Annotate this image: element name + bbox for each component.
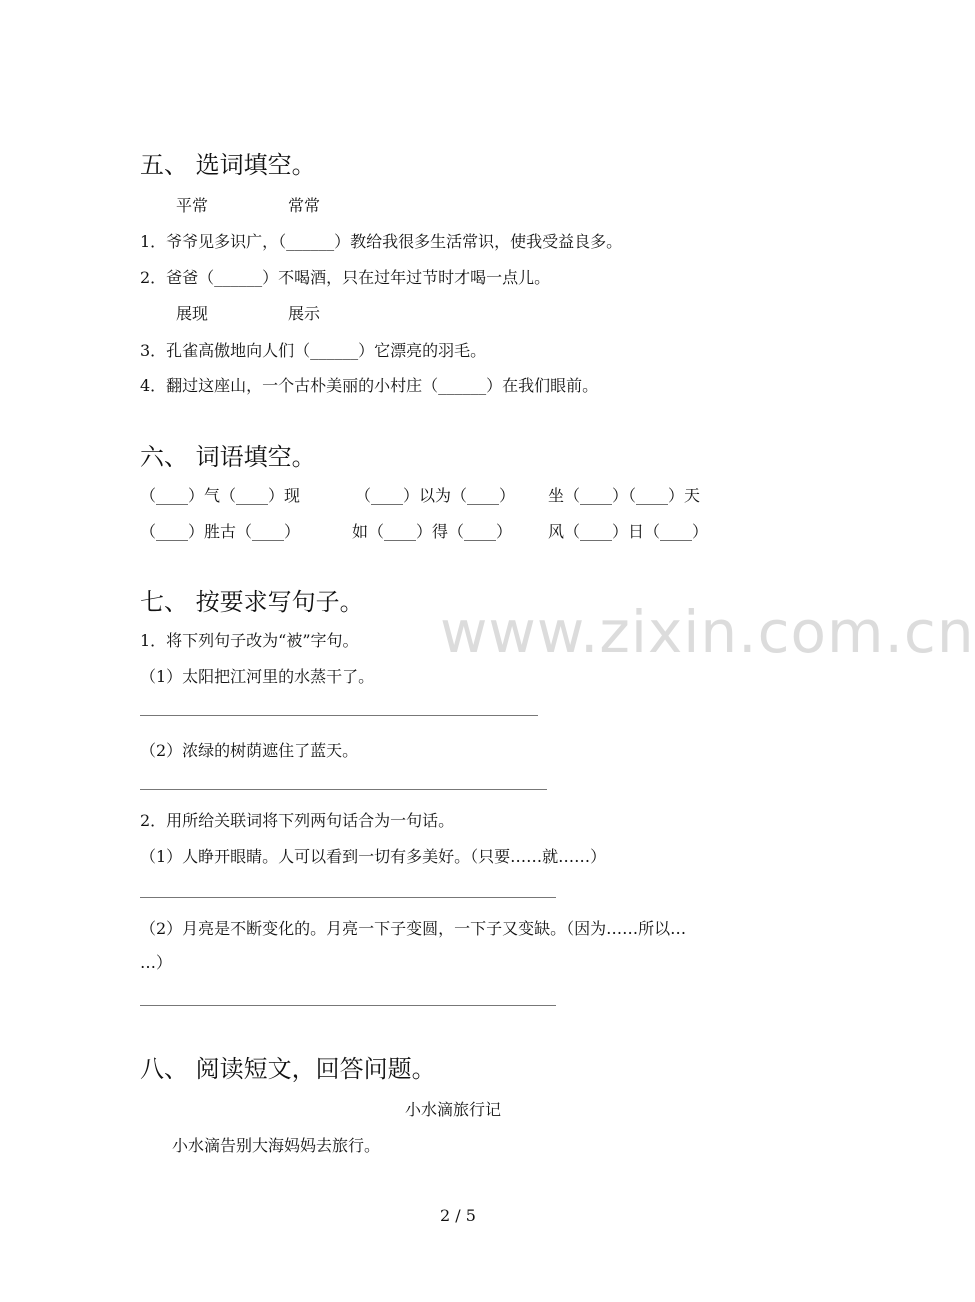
section-8-title: 八、 阅读短文，回答问题。: [140, 1055, 436, 1083]
page-number: 2 / 5: [440, 1206, 476, 1225]
task-2-sentence-2-cont: …）: [140, 953, 173, 972]
question-4: 4．翻过这座山，一个古朴美丽的小村庄（______）在我们眼前。: [140, 376, 599, 395]
question-1: 1．爷爷见多识广，（______）教给我很多生活常识，使我受益良多。: [140, 232, 623, 251]
task-2-sentence-1: （1）人睁开眼睛。人可以看到一切有多美好。（只要……就……）: [140, 847, 607, 866]
word-option: 展示: [288, 304, 321, 323]
answer-line[interactable]: [140, 789, 547, 790]
answer-line[interactable]: [140, 1005, 556, 1006]
idiom-blank: （____）以为（____）: [355, 486, 516, 505]
section-7-title: 七、 按要求写句子。: [140, 588, 364, 616]
section-5-title: 五、 选词填空。: [140, 151, 316, 179]
section-6-title: 六、 词语填空。: [140, 443, 316, 471]
task-1-sentence-1: （1）太阳把江河里的水蒸干了。: [140, 667, 375, 686]
task-1-sentence-2: （2）浓绿的树荫遮住了蓝天。: [140, 741, 359, 760]
question-3: 3．孔雀高傲地向人们（______）它漂亮的羽毛。: [140, 341, 487, 360]
word-option: 常常: [288, 196, 321, 215]
answer-line[interactable]: [140, 715, 538, 716]
idiom-blank: （____）胜古（____）: [140, 522, 301, 541]
question-2: 2．爸爸（______）不喝酒，只在过年过节时才喝一点儿。: [140, 268, 551, 287]
task-2-sentence-2: （2）月亮是不断变化的。月亮一下子变圆，一下子又变缺。（因为……所以…: [140, 919, 687, 938]
answer-line[interactable]: [140, 897, 556, 898]
word-option: 展现: [176, 304, 209, 323]
task-2: 2．用所给关联词将下列两句话合为一句话。: [140, 811, 455, 830]
watermark: www.zixin.com.cn: [440, 598, 975, 666]
article-paragraph: 小水滴告别大海妈妈去旅行。: [172, 1136, 381, 1155]
idiom-blank: 坐（____）（____）天: [548, 486, 701, 505]
article-title: 小水滴旅行记: [405, 1100, 502, 1119]
idiom-blank: 如（____）得（____）: [352, 522, 513, 541]
task-1: 1．将下列句子改为“被”字句。: [140, 631, 359, 650]
word-option: 平常: [176, 196, 209, 215]
idiom-blank: （____）气（____）现: [140, 486, 301, 505]
idiom-blank: 风（____）日（____）: [548, 522, 709, 541]
